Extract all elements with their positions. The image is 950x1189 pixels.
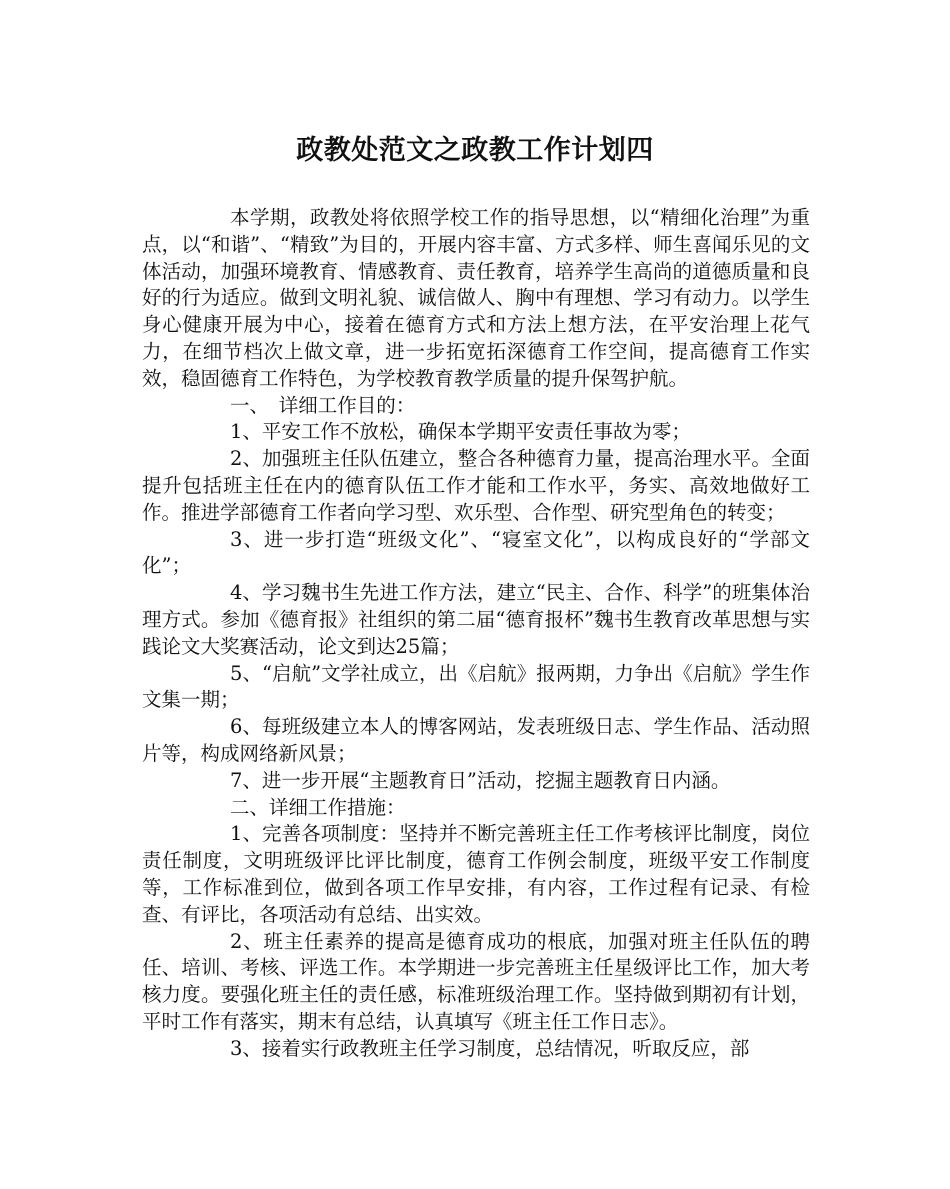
section-heading-goals: 一、 详细工作目的： xyxy=(230,393,416,417)
goal-item-1: 1、平安工作不放松，确保本学期平安责任事故为零； xyxy=(230,420,691,444)
measure-item-1: 1、完善各项制度：坚持并不断完善班主任工作考核评比制度，岗位责任制度，文明班级评比评比制度，德育工作例会制度，班级平安工作制度等，工作标准到位，做到各项工作早安排，有内容，工作过程有记录、有检查、有评比，各项活动有总结、出实效。 xyxy=(142,822,810,926)
goal-item-3: 3、进一步打造“班级文化”、“寝室文化”，以构成良好的“学部文化”； xyxy=(142,527,810,578)
measure-item-3: 3、接着实行政教班主任学习制度，总结情况，听取反应，部 xyxy=(230,1036,750,1060)
goal-item-2: 2、加强班主任队伍建立，整合各种德育力量，提高治理水平。全面提升包括班主任在内的德育队伍工作才能和工作水平，务实、高效地做好工作。推进学部德育工作者向学习型、欢乐型、合作型、研究型角色的转变； xyxy=(142,447,810,524)
goal-item-4: 4、学习魏书生先进工作方法，建立“民主、合作、科学”的班集体治理方式。参加《德育报》社组织的第二届“德育报杯”魏书生教育改革思想与实践论文大奖赛活动，论文到达25篇； xyxy=(142,581,810,658)
paragraph-intro: 本学期，政教处将依照学校工作的指导思想，以“精细化治理”为重点，以“和谐”、“精致”为目的，开展内容丰富、方式多样、师生喜闻乐见的文体活动，加强环境教育、情感教育、责任教育，培养学生高尚的道德质量和良好的行为适应。做到文明礼貌、诚信做人、胸中有理想、学习有动力。以学生身心健康开展为中心，接着在德育方式和方法上想方法，在平安治理上花气力，在细节档次上做文章，进一步拓宽拓深德育工作空间，提高德育工作实效，稳固德育工作特色，为学校教育教学质量的提升保驾护航。 xyxy=(142,206,810,390)
goal-item-6: 6、每班级建立本人的博客网站，发表班级日志、学生作品、活动照片等，构成网络新风景； xyxy=(142,715,810,765)
goal-item-5: 5、“启航”文学社成立，出《启航》报两期，力争出《启航》学生作文集一期； xyxy=(142,661,810,712)
section-heading-measures: 二、详细工作措施： xyxy=(230,795,406,819)
measure-item-2: 2、班主任素养的提高是德育成功的根底，加强对班主任队伍的聘任、培训、考核、评选工作。本学期进一步完善班主任星级评比工作，加大考核力度。要强化班主任的责任感，标准班级治理工作。坚持做到期初有计划，平时工作有落实，期末有总结，认真填写《班主任工作日志》。 xyxy=(142,929,810,1033)
document-title: 政教处范文之政教工作计划四 xyxy=(296,135,654,166)
document-body xyxy=(142,205,810,1063)
goal-item-7: 7、进一步开展“主题教育日”活动，挖掘主题教育日内涵。 xyxy=(230,768,731,792)
